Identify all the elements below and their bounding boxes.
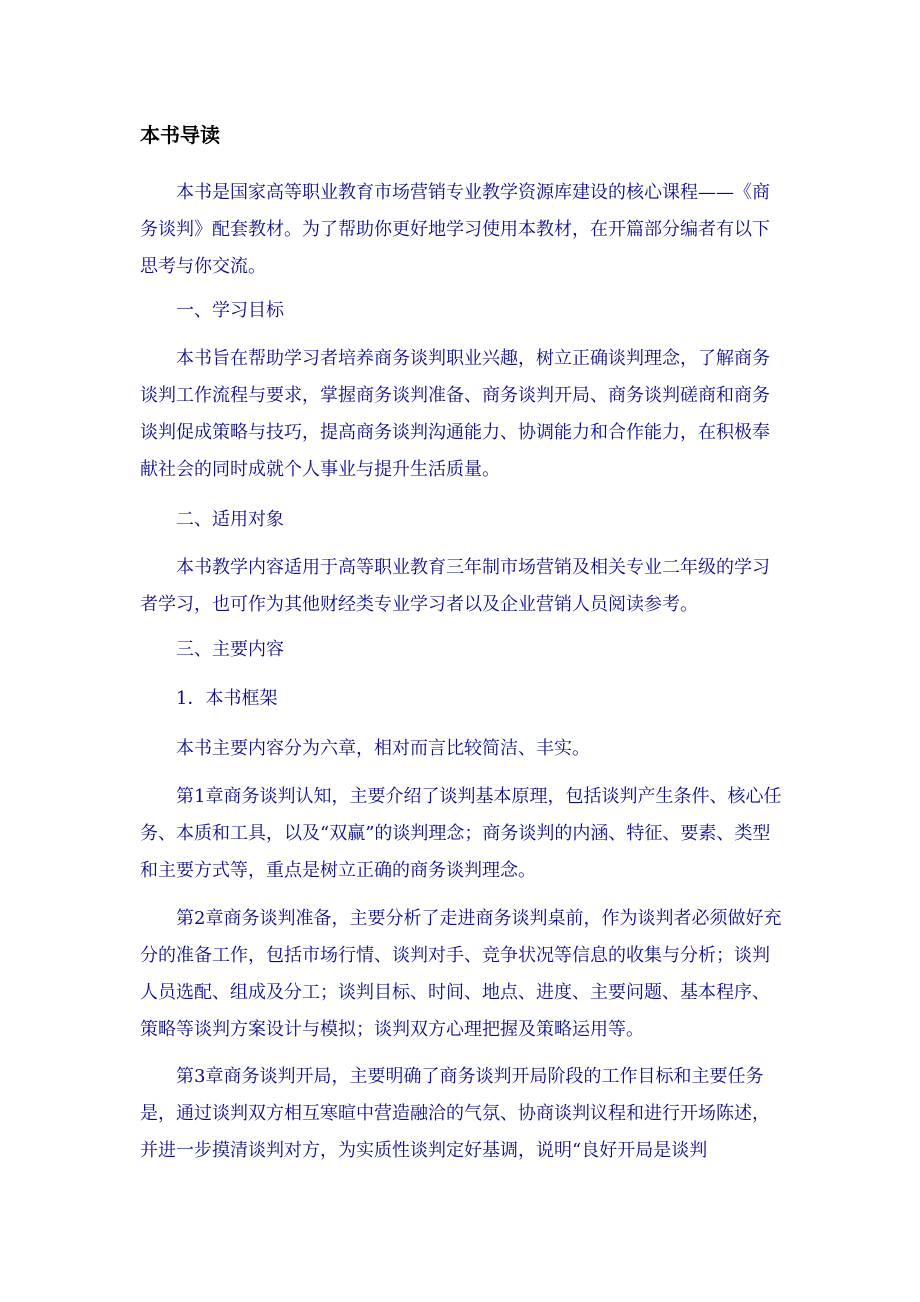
audience-paragraph: 本书教学内容适用于高等职业教育三年制市场营销及相关专业二年级的学习者学习，也可作为其他财经类专业学习者以及企业营销人员阅读参考。 <box>140 557 770 615</box>
framework-paragraph: 本书主要内容分为六章，相对而言比较简洁、丰实。 <box>176 738 590 759</box>
section-heading-main-content: 三、主要内容 <box>176 639 284 660</box>
page-title: 本书导读 <box>140 123 220 147</box>
intro-paragraph: 本书是国家高等职业教育市场营销专业教学资源库建设的核心课程——《商务谈判》配套教材。为了帮助你更好地学习使用本教材，在开篇部分编者有以下思考与你交流。 <box>140 182 770 277</box>
learning-goals-paragraph: 本书旨在帮助学习者培养商务谈判职业兴趣，树立正确谈判理念，了解商务谈判工作流程与要求，掌握商务谈判准备、商务谈判开局、商务谈判磋商和商务谈判促成策略与技巧，提高商务谈判沟通能力、协调能力和合作能力，在积极奉献社会的同时成就个人事业与提升生活质量。 <box>140 348 770 480</box>
chapter2-paragraph: 第2章商务谈判准备，主要分析了走进商务谈判桌前，作为谈判者必须做好充分的准备工作，包括市场行情、谈判对手、竞争状况等信息的收集与分析；谈判人员选配、组成及分工；谈判目标、时间、地点、进度、主要问题、基本程序、策略等谈判方案设计与模拟；谈判双方心理把握及策略运用等。 <box>140 908 782 1040</box>
subsection-heading-framework: 1．本书框架 <box>176 688 278 709</box>
chapter3-paragraph: 第3章商务谈判开局，主要明确了商务谈判开局阶段的工作目标和主要任务是，通过谈判双方相互寒暄中营造融洽的气氛、协商谈判议程和进行开场陈述，并进一步摸清谈判对方，为实质性谈判定好基调，说明“良好开局是谈判 <box>140 1066 770 1161</box>
section-heading-learning-goals: 一、学习目标 <box>176 300 284 321</box>
chapter1-paragraph: 第1章商务谈判认知，主要介绍了谈判基本原理，包括谈判产生条件、核心任务、本质和工具，以及“双赢”的谈判理念；商务谈判的内涵、特征、要素、类型和主要方式等，重点是树立正确的商务谈判理念。 <box>140 786 782 881</box>
section-heading-audience: 二、适用对象 <box>176 509 284 530</box>
